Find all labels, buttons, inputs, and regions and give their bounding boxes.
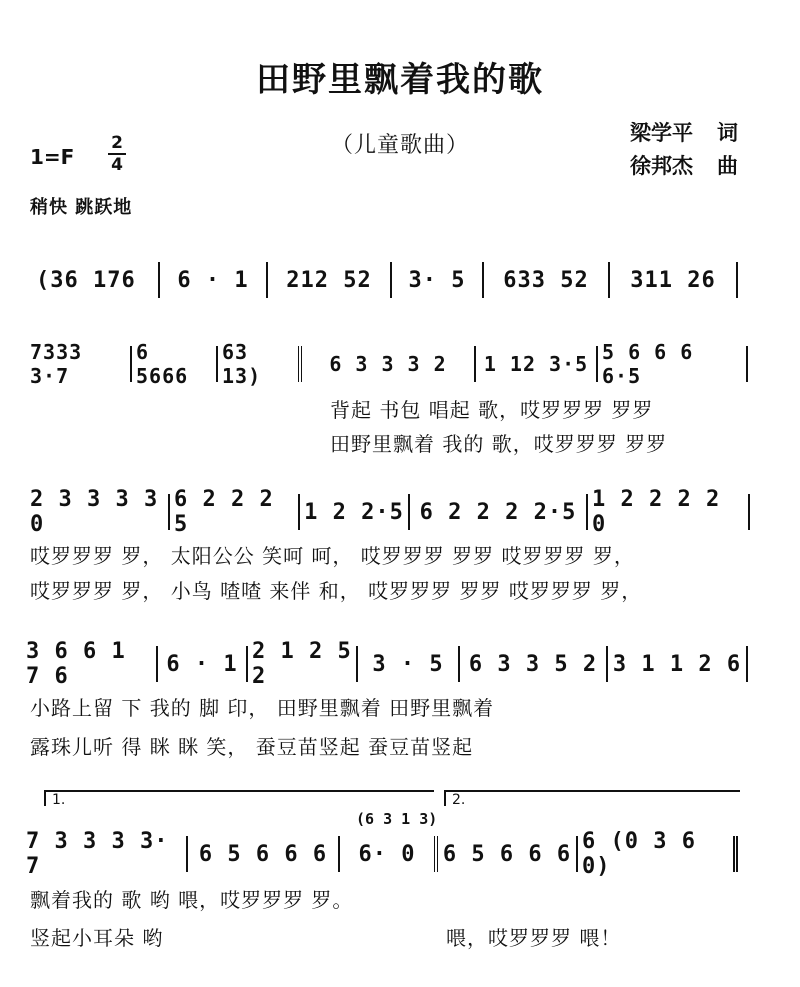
measure: 3 1 1 2 6 [608,646,748,682]
score-system-4 [0,639,800,689]
measure: 1 12 3·5 [476,346,598,382]
time-signature [108,134,126,174]
measure: 3 · 5 [358,646,460,682]
lyricist-credit [630,117,738,147]
measure: 2 1 2 5 2 [248,646,358,682]
measure: 3· 5 [392,262,484,298]
measure: 6 3 3 3 2 [302,346,476,382]
score-system-3 [0,487,800,537]
measure: 6 · 1 [160,262,268,298]
measure: 2 3 3 3 3 0 [0,494,170,530]
measure: 6 · 1 [158,646,248,682]
measure: (36 176 [0,262,160,298]
composer-credit [630,150,738,180]
measure: 6 5 6 6 6 [438,836,578,872]
alternate-notes: (6 3 1 3) [356,810,438,828]
song-title: 田野里飘着我的歌 [256,60,544,100]
first-ending-bracket: 1. [44,790,434,806]
measure: 311 26 [610,262,738,298]
composer-name: 徐邦杰 [630,154,693,178]
composer-role: 曲 [717,154,738,178]
measure: 7333 3·7 [0,346,132,382]
measure: 1 2 2 2 2 0 [588,494,750,530]
measure: 633 52 [484,262,610,298]
measure: 7 3 3 3 3· 7 [0,836,188,872]
measure: 63 13) [218,346,302,382]
score-system-1 [0,262,800,298]
measure: 6 5 6 6 6 [188,836,340,872]
lyricist-role: 词 [717,121,738,145]
measure: 3 6 6 1 7 6 [0,646,158,682]
measure: 5 6 6 6 6·5 [598,346,748,382]
score-system-2 [0,340,800,388]
measure: 6 2 2 2 2·5 [410,494,588,530]
lyricist-name: 梁学平 [630,121,693,145]
measure: 6 2 2 2 5 [170,494,300,530]
song-subtitle: （儿童歌曲） [330,133,469,158]
score-system-5 [0,829,800,879]
measure: 6· 0 [340,836,438,872]
measure: 212 52 [268,262,392,298]
key-signature: 1=F [30,145,75,169]
time-signature-bottom: 4 [111,155,123,175]
measure: 6 5666 [132,346,218,382]
measure: 6 (0 3 6 0) [578,836,738,872]
second-ending-bracket: 2. [444,790,740,806]
time-signature-top: 2 [111,133,123,153]
measure: 1 2 2·5 [300,494,410,530]
tempo-marking: 稍快 跳跃地 [30,197,133,218]
measure: 6 3 3 5 2 [460,646,608,682]
